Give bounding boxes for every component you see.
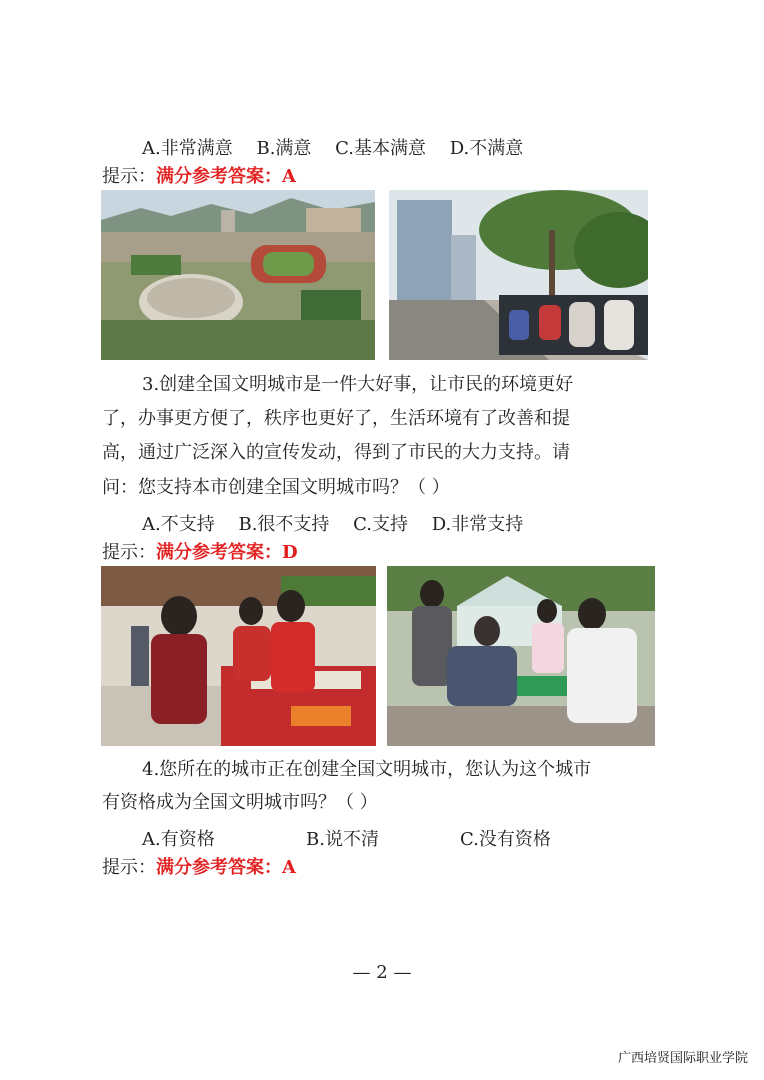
q3-options [142, 513, 541, 537]
q3-text-line-2: 了，办事更方便了，秩序也更好了，生活环境有了改善和提 [102, 408, 570, 429]
q3-option-b: B.很不支持 [238, 514, 330, 535]
q3-hint-label: 提示： [102, 542, 156, 563]
stadium-aerial-photo [101, 190, 375, 360]
q4-hint [102, 856, 296, 880]
page-number: — 2 — [352, 962, 412, 983]
q2-hint-label: 提示： [102, 166, 156, 187]
q2-option-d: D.不满意 [449, 138, 524, 159]
q2-option-b: B.满意 [256, 138, 312, 159]
q4-hint-label: 提示： [102, 857, 156, 878]
q2-option-c: C.基本满意 [335, 138, 427, 159]
q4-text-line-2: 有资格成为全国文明城市吗？（ ） [102, 792, 378, 813]
volunteers-booth-photo [101, 566, 376, 746]
q2-hint-answer: 满分参考答案：A [156, 166, 296, 187]
street-scooters-photo [389, 190, 648, 360]
q2-hint [102, 165, 296, 189]
q3-text-line-3: 高，通过广泛深入的宣传发动，得到了市民的大力支持。请 [102, 442, 570, 463]
q4-option-a: A.有资格 [142, 829, 215, 850]
q4-text-line-1: 4.您所在的城市正在创建全国文明城市，您认为这个城市 [142, 759, 592, 780]
q3-option-a: A.不支持 [142, 514, 215, 535]
q2-option-a: A.非常满意 [142, 138, 233, 159]
q4-option-c: C.没有资格 [460, 829, 551, 850]
health-check-photo [387, 566, 655, 746]
q4-hint-answer: 满分参考答案：A [156, 857, 296, 878]
q3-text-line-1: 3.创建全国文明城市是一件大好事，让市民的环境更好 [142, 374, 574, 395]
q3-option-c: C.支持 [353, 514, 409, 535]
q3-hint [102, 541, 298, 565]
q2-options [142, 137, 541, 161]
q4-option-b: B.说不清 [306, 829, 379, 850]
q3-text-line-4: 问：您支持本市创建全国文明城市吗？（ ） [102, 477, 450, 498]
q3-option-d: D.非常支持 [431, 514, 524, 535]
q4-options [142, 828, 551, 852]
q3-hint-answer: 满分参考答案：D [156, 542, 298, 563]
footer-institution: 广西培贤国际职业学院 [617, 1051, 748, 1066]
